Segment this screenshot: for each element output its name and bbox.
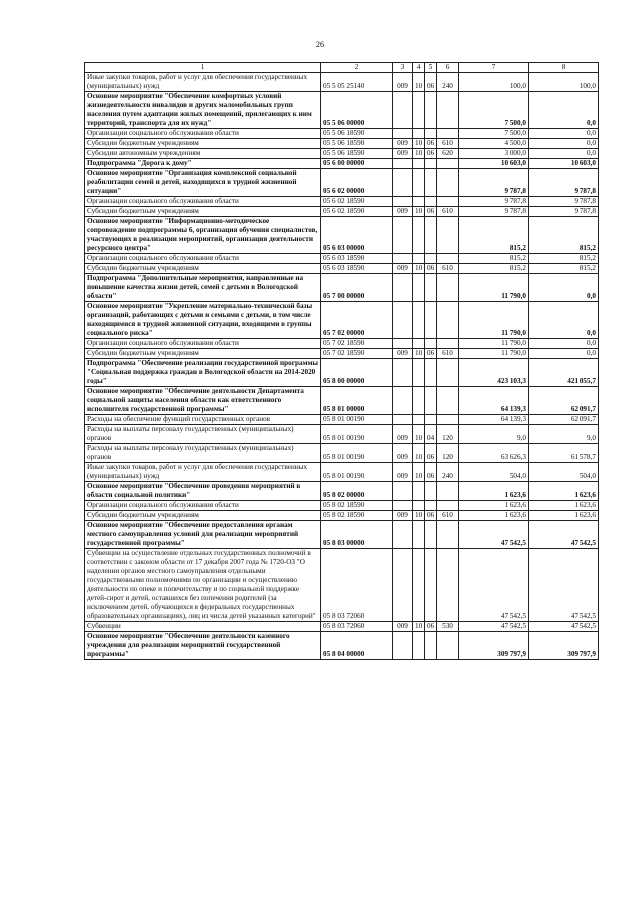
row-amount-2019-cell: 9,0 xyxy=(459,425,529,444)
row-section-cell: 10 xyxy=(413,139,425,149)
row-name-cell: Субвенции xyxy=(85,622,321,632)
row-expense-type-cell xyxy=(437,159,459,169)
row-expense-type-cell: 240 xyxy=(437,463,459,482)
row-amount-2020-cell: 815,2 xyxy=(529,217,599,254)
header-cell: 8 xyxy=(529,63,599,73)
row-chapter-cell: 009 xyxy=(393,425,413,444)
row-amount-2020-cell: 62 091,7 xyxy=(529,387,599,415)
row-subsection-cell: 06 xyxy=(425,463,437,482)
table-row xyxy=(85,302,599,339)
row-amount-2019-cell: 11 790,0 xyxy=(459,274,529,302)
row-code-cell: 05 8 01 00190 xyxy=(321,444,393,463)
row-code-cell: 05 7 02 00000 xyxy=(321,302,393,339)
row-expense-type-cell xyxy=(437,501,459,511)
table-row xyxy=(85,129,599,139)
row-expense-type-cell xyxy=(437,415,459,425)
table-row xyxy=(85,632,599,660)
row-amount-2019-cell: 815,2 xyxy=(459,254,529,264)
table-row xyxy=(85,444,599,463)
row-expense-type-cell: 530 xyxy=(437,622,459,632)
row-code-cell: 05 8 02 18590 xyxy=(321,511,393,521)
row-subsection-cell xyxy=(425,302,437,339)
table-row xyxy=(85,463,599,482)
table-row xyxy=(85,349,599,359)
row-section-cell xyxy=(413,632,425,660)
header-cell: 7 xyxy=(459,63,529,73)
row-section-cell xyxy=(413,197,425,207)
row-amount-2019-cell: 47 542,5 xyxy=(459,622,529,632)
row-amount-2019-cell: 9 787,8 xyxy=(459,207,529,217)
row-expense-type-cell: 620 xyxy=(437,149,459,159)
row-section-cell xyxy=(413,129,425,139)
row-chapter-cell xyxy=(393,217,413,254)
row-amount-2020-cell: 504,0 xyxy=(529,463,599,482)
row-subsection-cell: 06 xyxy=(425,444,437,463)
row-code-cell: 05 5 06 18590 xyxy=(321,139,393,149)
row-chapter-cell xyxy=(393,387,413,415)
table-row xyxy=(85,622,599,632)
row-chapter-cell xyxy=(393,521,413,549)
row-chapter-cell xyxy=(393,632,413,660)
row-expense-type-cell xyxy=(437,339,459,349)
row-amount-2020-cell: 0,0 xyxy=(529,339,599,349)
row-code-cell: 05 8 02 00000 xyxy=(321,482,393,501)
row-name-cell: Основное мероприятие "Обеспечение деятельности Департамента социальной защиты населения области как ответственного исполнителя государственной программы" xyxy=(85,387,321,415)
row-amount-2019-cell: 47 542,5 xyxy=(459,549,529,622)
row-code-cell: 05 6 02 00000 xyxy=(321,169,393,197)
row-section-cell xyxy=(413,359,425,387)
row-subsection-cell xyxy=(425,129,437,139)
row-amount-2019-cell: 1 623,6 xyxy=(459,482,529,501)
row-expense-type-cell xyxy=(437,92,459,129)
row-expense-type-cell: 610 xyxy=(437,349,459,359)
row-amount-2020-cell: 0,0 xyxy=(529,274,599,302)
header-cell: 1 xyxy=(85,63,321,73)
header-cell: 5 xyxy=(425,63,437,73)
row-amount-2020-cell: 309 797,9 xyxy=(529,632,599,660)
row-chapter-cell xyxy=(393,254,413,264)
row-expense-type-cell: 120 xyxy=(437,444,459,463)
row-section-cell: 10 xyxy=(413,511,425,521)
table-body xyxy=(85,63,599,660)
row-amount-2020-cell: 1 623,6 xyxy=(529,482,599,501)
row-section-cell: 10 xyxy=(413,444,425,463)
row-section-cell: 10 xyxy=(413,622,425,632)
table-row xyxy=(85,549,599,622)
row-code-cell: 05 8 00 00000 xyxy=(321,359,393,387)
row-code-cell: 05 8 01 00190 xyxy=(321,425,393,444)
row-subsection-cell xyxy=(425,339,437,349)
row-amount-2020-cell: 10 603,0 xyxy=(529,159,599,169)
row-expense-type-cell: 610 xyxy=(437,139,459,149)
row-name-cell: Организации социального обслуживания области xyxy=(85,197,321,207)
row-section-cell: 10 xyxy=(413,73,425,92)
table-row xyxy=(85,415,599,425)
table-row xyxy=(85,159,599,169)
row-amount-2019-cell: 11 790,0 xyxy=(459,302,529,339)
row-chapter-cell: 009 xyxy=(393,444,413,463)
row-amount-2020-cell: 0,0 xyxy=(529,349,599,359)
row-amount-2020-cell: 1 623,6 xyxy=(529,511,599,521)
row-section-cell xyxy=(413,159,425,169)
row-expense-type-cell xyxy=(437,274,459,302)
row-expense-type-cell: 610 xyxy=(437,207,459,217)
row-amount-2020-cell: 9,0 xyxy=(529,425,599,444)
row-subsection-cell xyxy=(425,632,437,660)
row-code-cell: 05 8 02 18590 xyxy=(321,501,393,511)
row-subsection-cell xyxy=(425,159,437,169)
table-row xyxy=(85,73,599,92)
row-section-cell xyxy=(413,521,425,549)
row-subsection-cell: 06 xyxy=(425,207,437,217)
row-amount-2020-cell: 421 055,7 xyxy=(529,359,599,387)
row-subsection-cell: 06 xyxy=(425,622,437,632)
row-chapter-cell: 009 xyxy=(393,349,413,359)
table-row xyxy=(85,359,599,387)
row-section-cell: 10 xyxy=(413,264,425,274)
row-section-cell: 10 xyxy=(413,349,425,359)
row-code-cell: 05 6 03 18590 xyxy=(321,264,393,274)
row-expense-type-cell xyxy=(437,549,459,622)
row-amount-2019-cell: 9 787,8 xyxy=(459,169,529,197)
row-subsection-cell xyxy=(425,549,437,622)
row-name-cell: Расходы на выплаты персоналу государственных (муниципальных) органов xyxy=(85,425,321,444)
row-subsection-cell xyxy=(425,274,437,302)
table-row xyxy=(85,197,599,207)
row-section-cell: 10 xyxy=(413,425,425,444)
row-amount-2020-cell: 0,0 xyxy=(529,302,599,339)
table-row xyxy=(85,264,599,274)
row-subsection-cell xyxy=(425,254,437,264)
row-amount-2019-cell: 100,0 xyxy=(459,73,529,92)
row-amount-2020-cell: 0,0 xyxy=(529,129,599,139)
row-subsection-cell: 06 xyxy=(425,349,437,359)
row-chapter-cell xyxy=(393,129,413,139)
row-chapter-cell: 009 xyxy=(393,139,413,149)
row-expense-type-cell xyxy=(437,254,459,264)
row-name-cell: Организации социального обслуживания области xyxy=(85,254,321,264)
row-subsection-cell xyxy=(425,415,437,425)
row-amount-2019-cell: 1 623,6 xyxy=(459,511,529,521)
row-chapter-cell xyxy=(393,501,413,511)
row-code-cell: 05 6 02 18590 xyxy=(321,207,393,217)
row-subsection-cell xyxy=(425,482,437,501)
row-subsection-cell: 06 xyxy=(425,73,437,92)
row-name-cell: Расходы на выплаты персоналу государственных (муниципальных) органов xyxy=(85,444,321,463)
row-amount-2020-cell: 100,0 xyxy=(529,73,599,92)
row-section-cell xyxy=(413,302,425,339)
row-amount-2019-cell: 47 542,5 xyxy=(459,521,529,549)
row-chapter-cell: 009 xyxy=(393,73,413,92)
row-subsection-cell: 06 xyxy=(425,149,437,159)
row-subsection-cell xyxy=(425,387,437,415)
row-code-cell: 05 6 03 00000 xyxy=(321,217,393,254)
row-name-cell: Основное мероприятие "Укрепление материально-технической базы организаций, работающих с детьми и семьями с детьми, в том числе находящимися в трудной жизненной ситуации, входящими в группы социального риска" xyxy=(85,302,321,339)
row-subsection-cell xyxy=(425,521,437,549)
row-expense-type-cell xyxy=(437,197,459,207)
table-row xyxy=(85,482,599,501)
row-name-cell: Субсидии бюджетным учреждениям xyxy=(85,264,321,274)
row-section-cell xyxy=(413,274,425,302)
row-amount-2019-cell: 7 500,0 xyxy=(459,129,529,139)
row-amount-2019-cell: 64 139,3 xyxy=(459,387,529,415)
row-code-cell: 05 6 02 18590 xyxy=(321,197,393,207)
table-row xyxy=(85,501,599,511)
row-name-cell: Субсидии бюджетным учреждениям xyxy=(85,207,321,217)
row-subsection-cell xyxy=(425,501,437,511)
row-chapter-cell xyxy=(393,415,413,425)
row-chapter-cell xyxy=(393,339,413,349)
row-section-cell xyxy=(413,549,425,622)
row-name-cell: Расходы на обеспечение функций государственных органов xyxy=(85,415,321,425)
row-name-cell: Основное мероприятие "Организация комплексной социальной реабилитации семей и детей, находящихся в трудной жизненной ситуации" xyxy=(85,169,321,197)
row-chapter-cell xyxy=(393,159,413,169)
row-amount-2020-cell: 0,0 xyxy=(529,139,599,149)
row-chapter-cell: 009 xyxy=(393,264,413,274)
row-chapter-cell xyxy=(393,302,413,339)
row-section-cell xyxy=(413,482,425,501)
row-name-cell: Организации социального обслуживания области xyxy=(85,501,321,511)
row-name-cell: Подпрограмма "Дополнительные мероприятия, направленные на повышение качества жизни детей, семей с детьми в Вологодской области" xyxy=(85,274,321,302)
row-section-cell: 10 xyxy=(413,463,425,482)
row-name-cell: Субвенции на осуществление отдельных государственных полномочий в соответствии с законом области от 17 декабря 2007 года № 1720-ОЗ "О наделении органов местного самоуправления отдельными государственными полномочиями по организации и осуществлению деятельности по опеке и попечительству и по социальной поддержке детей-сирот и детей, оставшихся без попечения родителей (за исключением детей, обучающихся в федеральных государственных образовательных организациях), лиц из числа детей указанных категорий" xyxy=(85,549,321,622)
row-expense-type-cell xyxy=(437,302,459,339)
row-chapter-cell: 009 xyxy=(393,207,413,217)
row-expense-type-cell: 120 xyxy=(437,425,459,444)
row-chapter-cell xyxy=(393,482,413,501)
row-code-cell: 05 8 01 00190 xyxy=(321,415,393,425)
row-amount-2020-cell: 0,0 xyxy=(529,149,599,159)
row-amount-2019-cell: 11 790,0 xyxy=(459,339,529,349)
row-code-cell: 05 8 01 00190 xyxy=(321,463,393,482)
row-subsection-cell xyxy=(425,92,437,129)
row-section-cell xyxy=(413,387,425,415)
row-name-cell: Субсидии бюджетным учреждениям xyxy=(85,511,321,521)
row-amount-2019-cell: 63 626,3 xyxy=(459,444,529,463)
row-name-cell: Подпрограмма "Дорога к дому" xyxy=(85,159,321,169)
row-amount-2019-cell: 1 623,6 xyxy=(459,501,529,511)
row-expense-type-cell xyxy=(437,129,459,139)
row-amount-2019-cell: 11 790,0 xyxy=(459,349,529,359)
row-code-cell: 05 8 03 72060 xyxy=(321,549,393,622)
row-name-cell: Основное мероприятие "Информационно-методическое сопровождение подпрограммы 6, организация обучения специалистов, участвующих в реализации мероприятий, организация деятельности ресурсного центра" xyxy=(85,217,321,254)
row-amount-2020-cell: 0,0 xyxy=(529,92,599,129)
row-name-cell: Субсидии бюджетным учреждениям xyxy=(85,349,321,359)
table-row xyxy=(85,139,599,149)
header-row xyxy=(85,63,599,73)
table-row xyxy=(85,207,599,217)
table-row xyxy=(85,425,599,444)
header-cell: 6 xyxy=(437,63,459,73)
row-section-cell xyxy=(413,92,425,129)
row-amount-2019-cell: 64 139,3 xyxy=(459,415,529,425)
table-row xyxy=(85,149,599,159)
row-section-cell xyxy=(413,169,425,197)
row-amount-2020-cell: 62 091,7 xyxy=(529,415,599,425)
row-amount-2019-cell: 423 103,3 xyxy=(459,359,529,387)
table-row xyxy=(85,274,599,302)
row-code-cell: 05 6 00 00000 xyxy=(321,159,393,169)
row-code-cell: 05 8 01 00000 xyxy=(321,387,393,415)
row-amount-2019-cell: 815,2 xyxy=(459,264,529,274)
row-expense-type-cell xyxy=(437,217,459,254)
row-name-cell: Основное мероприятие "Обеспечение проведения мероприятий в области социальной политики" xyxy=(85,482,321,501)
row-code-cell: 05 8 03 00000 xyxy=(321,521,393,549)
table-row xyxy=(85,254,599,264)
row-code-cell: 05 7 00 00000 xyxy=(321,274,393,302)
row-amount-2020-cell: 61 578,7 xyxy=(529,444,599,463)
row-amount-2019-cell: 309 797,9 xyxy=(459,632,529,660)
header-cell: 4 xyxy=(413,63,425,73)
table-row xyxy=(85,339,599,349)
row-amount-2019-cell: 3 000,0 xyxy=(459,149,529,159)
row-code-cell: 05 6 03 18590 xyxy=(321,254,393,264)
row-chapter-cell xyxy=(393,549,413,622)
row-subsection-cell: 06 xyxy=(425,139,437,149)
row-expense-type-cell xyxy=(437,521,459,549)
row-amount-2020-cell: 1 623,6 xyxy=(529,501,599,511)
row-amount-2020-cell: 9 787,8 xyxy=(529,207,599,217)
row-name-cell: Иные закупки товаров, работ и услуг для обеспечения государственных (муниципальных) нужд xyxy=(85,73,321,92)
row-code-cell: 05 7 02 18590 xyxy=(321,339,393,349)
row-amount-2019-cell: 7 500,0 xyxy=(459,92,529,129)
table-row xyxy=(85,511,599,521)
row-name-cell: Основное мероприятие "Обеспечение деятельности казенного учреждения для реализации мероприятий государственной программы" xyxy=(85,632,321,660)
row-chapter-cell: 009 xyxy=(393,622,413,632)
budget-table xyxy=(84,62,599,660)
table-row xyxy=(85,169,599,197)
row-chapter-cell xyxy=(393,274,413,302)
row-code-cell: 05 8 04 00000 xyxy=(321,632,393,660)
row-subsection-cell xyxy=(425,197,437,207)
row-chapter-cell xyxy=(393,169,413,197)
row-code-cell: 05 5 06 00000 xyxy=(321,92,393,129)
row-section-cell: 10 xyxy=(413,149,425,159)
table-row xyxy=(85,521,599,549)
row-name-cell: Организации социального обслуживания области xyxy=(85,339,321,349)
row-subsection-cell xyxy=(425,359,437,387)
row-name-cell: Организации социального обслуживания области xyxy=(85,129,321,139)
row-amount-2019-cell: 815,2 xyxy=(459,217,529,254)
row-chapter-cell: 009 xyxy=(393,149,413,159)
row-subsection-cell: 06 xyxy=(425,511,437,521)
row-code-cell: 05 5 05 25140 xyxy=(321,73,393,92)
row-expense-type-cell xyxy=(437,482,459,501)
row-amount-2019-cell: 4 500,0 xyxy=(459,139,529,149)
row-expense-type-cell: 610 xyxy=(437,511,459,521)
row-section-cell xyxy=(413,254,425,264)
row-amount-2020-cell: 47 542,5 xyxy=(529,622,599,632)
row-code-cell: 05 5 06 18590 xyxy=(321,149,393,159)
row-amount-2020-cell: 47 542,5 xyxy=(529,549,599,622)
row-section-cell xyxy=(413,217,425,254)
row-name-cell: Субсидии автономным учреждениям xyxy=(85,149,321,159)
row-amount-2020-cell: 815,2 xyxy=(529,264,599,274)
row-section-cell xyxy=(413,339,425,349)
row-name-cell: Основное мероприятие "Обеспечение предоставления органам местного самоуправления условий для реализации мероприятий государственной программы" xyxy=(85,521,321,549)
row-section-cell xyxy=(413,415,425,425)
row-expense-type-cell xyxy=(437,387,459,415)
row-amount-2020-cell: 9 787,8 xyxy=(529,197,599,207)
row-section-cell: 10 xyxy=(413,207,425,217)
row-code-cell: 05 8 03 72060 xyxy=(321,622,393,632)
row-amount-2019-cell: 9 787,8 xyxy=(459,197,529,207)
row-name-cell: Подпрограмма "Обеспечение реализации государственной программы "Социальная поддержка граждан в Вологодской области на 2014-2020 годы" xyxy=(85,359,321,387)
table-row xyxy=(85,217,599,254)
row-code-cell: 05 7 02 18590 xyxy=(321,349,393,359)
row-expense-type-cell: 610 xyxy=(437,264,459,274)
row-section-cell xyxy=(413,501,425,511)
row-chapter-cell: 009 xyxy=(393,463,413,482)
row-expense-type-cell xyxy=(437,169,459,197)
row-chapter-cell xyxy=(393,197,413,207)
row-expense-type-cell: 240 xyxy=(437,73,459,92)
row-expense-type-cell xyxy=(437,632,459,660)
row-subsection-cell xyxy=(425,217,437,254)
row-amount-2020-cell: 47 542,5 xyxy=(529,521,599,549)
page-number: 26 xyxy=(316,40,324,49)
row-chapter-cell: 009 xyxy=(393,511,413,521)
row-amount-2020-cell: 9 787,8 xyxy=(529,169,599,197)
header-cell: 2 xyxy=(321,63,393,73)
row-chapter-cell xyxy=(393,92,413,129)
row-name-cell: Иные закупки товаров, работ и услуг для обеспечения государственных (муниципальных) нужд xyxy=(85,463,321,482)
row-subsection-cell: 04 xyxy=(425,425,437,444)
row-amount-2019-cell: 504,0 xyxy=(459,463,529,482)
row-amount-2020-cell: 815,2 xyxy=(529,254,599,264)
row-code-cell: 05 5 06 18590 xyxy=(321,129,393,139)
row-subsection-cell: 06 xyxy=(425,264,437,274)
table-row xyxy=(85,92,599,129)
table-row xyxy=(85,387,599,415)
header-cell: 3 xyxy=(393,63,413,73)
row-chapter-cell xyxy=(393,359,413,387)
row-name-cell: Субсидии бюджетным учреждениям xyxy=(85,139,321,149)
row-name-cell: Основное мероприятие "Обеспечение комфортных условий жизнедеятельности инвалидов и других маломобильных групп населения путем адаптации жилых помещений, прилегающих к ним территорий, транспорта для их нужд" xyxy=(85,92,321,129)
row-subsection-cell xyxy=(425,169,437,197)
row-expense-type-cell xyxy=(437,359,459,387)
row-amount-2019-cell: 10 603,0 xyxy=(459,159,529,169)
